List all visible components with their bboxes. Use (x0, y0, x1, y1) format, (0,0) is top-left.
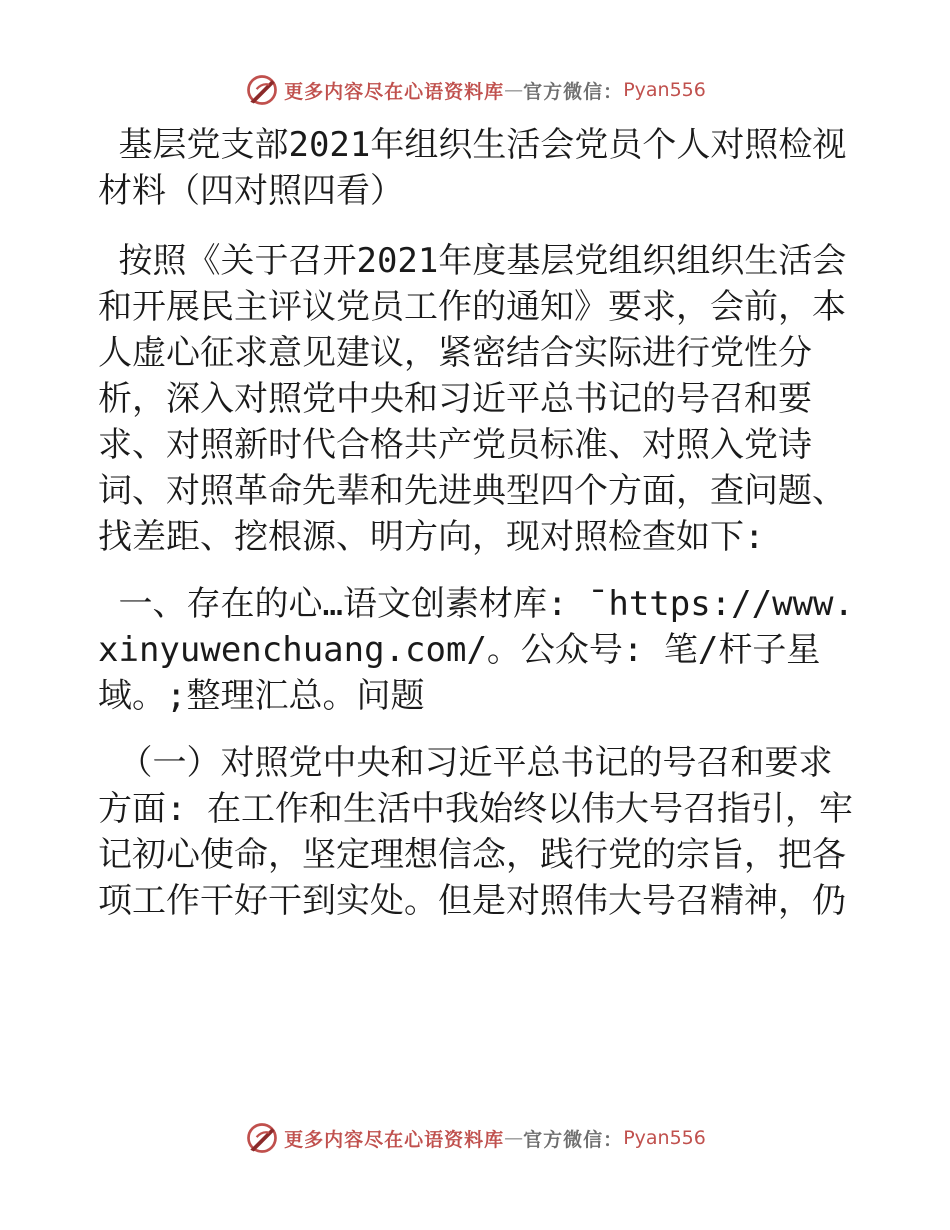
banner-separator: — (504, 1127, 524, 1149)
paragraph-intro: 按照《关于召开2021年度基层党组织组织生活会和开展民主评议党员工作的通知》要求，会前，本人虚心征求意见建议，紧密结合实际进行党性分析，深入对照党中央和习近平总书记的号召和要求、对照新时代合格共产党员标准、对照入党诗词、对照革命先辈和先进典型四个方面，查问题、找差距、挖根源、明方向，现对照检查如下: (98, 241, 847, 557)
banner-brand-text: 更多内容尽在心语资料库 (284, 80, 505, 103)
paragraph-section-heading: 一、存在的心…语文创素材库: ¯https://www.xinyuwenchuang.com/。公众号: 笔/杆子星域。;整理汇总。问题 (98, 584, 854, 716)
document-body (98, 122, 858, 945)
header-watermark-banner (0, 70, 950, 110)
quill-logo-icon (244, 1120, 280, 1156)
document-title: 基层党支部2021年组织生活会党员个人对照检视材料（四对照四看） (98, 125, 847, 211)
banner-wechat-id: Pyan556 (623, 1127, 706, 1149)
footer-watermark-banner (0, 1118, 950, 1158)
banner-separator: — (504, 79, 524, 101)
banner-brand-text: 更多内容尽在心语资料库 (284, 1128, 505, 1151)
banner-wechat-id: Pyan556 (623, 79, 706, 101)
banner-official-label: 官方微信： (523, 1128, 624, 1151)
paragraph-subsection-one: （一）对照党中央和习近平总书记的号召和要求方面: 在工作和生活中我始终以伟大号召指引，牢记初心使命，坚定理想信念，践行党的宗旨，把各项工作干好干到实处。但是对照伟大号召精神，仍 (98, 743, 853, 921)
quill-logo-icon (244, 72, 280, 108)
banner-official-label: 官方微信： (523, 80, 624, 103)
